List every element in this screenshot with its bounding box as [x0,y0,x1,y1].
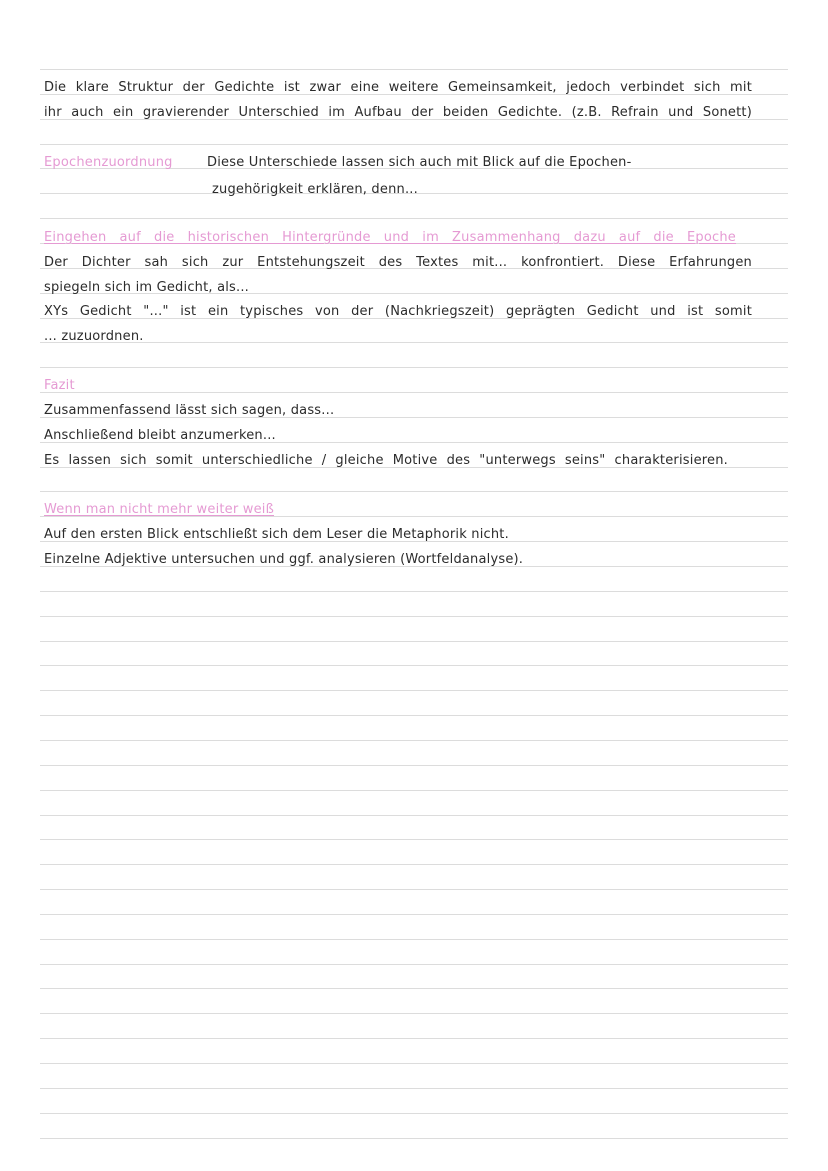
heading-epochenzuordnung: Epochenzuordnung [44,155,173,170]
text-line-anzumerken: Anschließend bleibt anzumerken... [44,428,276,443]
ruled-line [40,815,788,816]
ruled-line [40,690,788,691]
ruled-line [40,367,788,368]
ruled-line [40,864,788,865]
ruled-line [40,641,788,642]
ruled-line [40,144,788,145]
ruled-line [40,889,788,890]
ruled-line [40,1038,788,1039]
ruled-line [40,964,788,965]
ruled-line [40,1013,788,1014]
ruled-line [40,939,788,940]
ruled-line [40,69,788,70]
ruled-line [40,988,788,989]
heading-fazit: Fazit [44,378,75,393]
ruled-line [40,740,788,741]
ruled-line [40,591,788,592]
ruled-line [40,1063,788,1064]
text-line-epochen-2: zugehörigkeit erklären, denn... [212,182,418,197]
text-line-unterschied: ihr auch ein gravierender Unterschied im Aufbau der beiden Gedichte. (z.B. Refrain und Sonett) [44,105,752,120]
text-line-spiegeln: spiegeln sich im Gedicht, als... [44,280,250,295]
ruled-line [40,790,788,791]
ruled-line [40,491,788,492]
ruled-line [40,342,788,343]
text-line-adjektive: Einzelne Adjektive untersuchen und ggf. analysieren (Wortfeldanalyse). [44,552,524,567]
ruled-line [40,839,788,840]
text-line-dichter: Der Dichter sah sich zur Entstehungszeit des Textes mit... konfrontiert. Diese Erfahrungen [44,255,752,270]
text-line-motive: Es lassen sich somit unterschiedliche / gleiche Motive des "unterwegs seins" charakterisieren. [44,453,728,468]
heading-nicht-weiter: Wenn man nicht mehr weiter weiß [44,502,274,517]
ruled-line [40,715,788,716]
ruled-line [40,1113,788,1114]
text-line-epochen-1: Diese Unterschiede lassen sich auch mit Blick auf die Epochen- [207,155,632,170]
ruled-line [40,765,788,766]
heading-historische-hintergruende: Eingehen auf die historischen Hintergründe und im Zusammenhang dazu auf die Epoche [44,230,736,245]
text-line-struktur: Die klare Struktur der Gedichte ist zwar eine weitere Gemeinsamkeit, jedoch verbindet sich mit [44,80,752,95]
ruled-line [40,392,788,393]
text-line-gedicht-typisch: XYs Gedicht "..." ist ein typisches von der (Nachkriegszeit) geprägten Gedicht und ist somit [44,304,752,319]
text-line-zuordnen: ... zuzuordnen. [44,329,144,344]
ruled-line [40,665,788,666]
ruled-line [40,1138,788,1139]
ruled-line [40,616,788,617]
ruled-line [40,914,788,915]
ruled-line [40,1088,788,1089]
ruled-line [40,218,788,219]
text-line-metaphorik: Auf den ersten Blick entschließt sich dem Leser die Metaphorik nicht. [44,527,509,542]
text-line-zusammenfassend: Zusammenfassend lässt sich sagen, dass... [44,403,335,418]
